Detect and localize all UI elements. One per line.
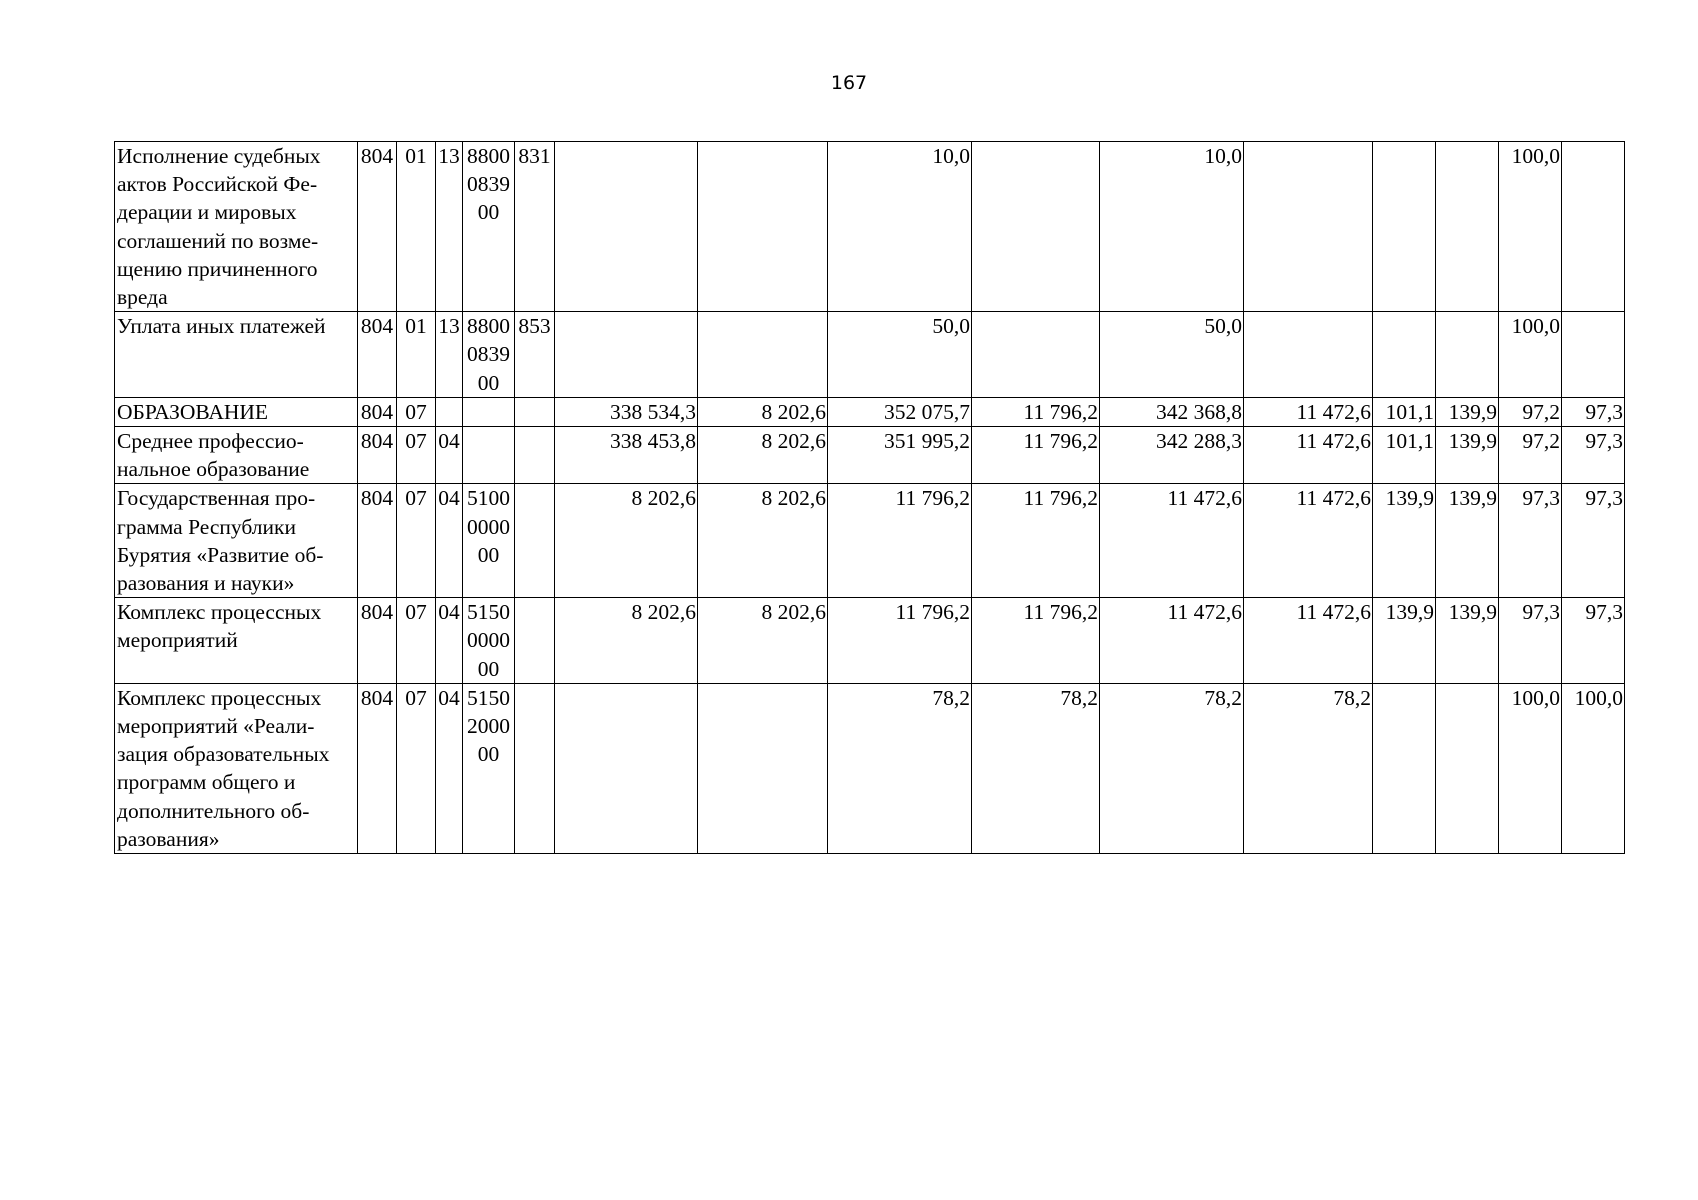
value-plan-total <box>555 683 698 853</box>
table-row <box>115 397 1625 426</box>
percent-refined-total: 97,2 <box>1499 397 1562 426</box>
ved-code: 804 <box>358 683 397 853</box>
percent-plan-subvention <box>1436 142 1499 312</box>
value-plan-total: 8 202,6 <box>555 484 698 598</box>
value-refined-subvention <box>972 142 1100 312</box>
csr-code <box>463 427 515 484</box>
value-plan-subvention: 8 202,6 <box>698 598 828 684</box>
row-name: Государственная программа Республики Бурятия «Развитие образования и науки» <box>115 484 358 598</box>
value-refined-total: 78,2 <box>828 683 972 853</box>
vr-code <box>515 598 555 684</box>
csr-code: 5150 0000 00 <box>463 598 515 684</box>
percent-plan-subvention <box>1436 312 1499 398</box>
ved-code: 804 <box>358 142 397 312</box>
percent-refined-subvention: 97,3 <box>1562 598 1625 684</box>
value-refined-subvention: 11 796,2 <box>972 484 1100 598</box>
value-actual-subvention: 78,2 <box>1244 683 1373 853</box>
row-name: Комплекс процессных мероприятий «Реализация образовательных программ общего и дополнительного образования» <box>115 683 358 853</box>
podrazdel-code: 13 <box>436 142 463 312</box>
value-actual-total: 342 288,3 <box>1100 427 1244 484</box>
csr-code: 5100 0000 00 <box>463 484 515 598</box>
value-actual-total: 11 472,6 <box>1100 598 1244 684</box>
page-number: 167 <box>830 72 868 94</box>
csr-code: 8800 0839 00 <box>463 142 515 312</box>
value-actual-total: 342 368,8 <box>1100 397 1244 426</box>
value-actual-total: 78,2 <box>1100 683 1244 853</box>
podrazdel-code: 04 <box>436 484 463 598</box>
value-actual-subvention: 11 472,6 <box>1244 427 1373 484</box>
value-plan-subvention: 8 202,6 <box>698 484 828 598</box>
percent-refined-total: 100,0 <box>1499 142 1562 312</box>
value-plan-subvention <box>698 683 828 853</box>
percent-refined-total: 97,2 <box>1499 427 1562 484</box>
ved-code: 804 <box>358 598 397 684</box>
percent-refined-total: 100,0 <box>1499 312 1562 398</box>
ved-code: 804 <box>358 484 397 598</box>
podrazdel-code <box>436 397 463 426</box>
percent-refined-subvention: 100,0 <box>1562 683 1625 853</box>
value-refined-subvention: 11 796,2 <box>972 427 1100 484</box>
value-plan-subvention <box>698 142 828 312</box>
value-refined-subvention: 11 796,2 <box>972 598 1100 684</box>
percent-plan-total: 139,9 <box>1373 598 1436 684</box>
vr-code <box>515 683 555 853</box>
razdel-code: 01 <box>397 312 436 398</box>
value-plan-total: 338 453,8 <box>555 427 698 484</box>
podrazdel-code: 04 <box>436 683 463 853</box>
percent-refined-total: 97,3 <box>1499 598 1562 684</box>
vr-code <box>515 484 555 598</box>
ved-code: 804 <box>358 427 397 484</box>
percent-plan-subvention: 139,9 <box>1436 598 1499 684</box>
value-plan-total <box>555 142 698 312</box>
percent-refined-total: 100,0 <box>1499 683 1562 853</box>
row-name: Уплата иных платежей <box>115 312 358 398</box>
value-plan-total <box>555 312 698 398</box>
percent-plan-subvention: 139,9 <box>1436 397 1499 426</box>
percent-plan-total <box>1373 312 1436 398</box>
vr-code <box>515 427 555 484</box>
podrazdel-code: 13 <box>436 312 463 398</box>
row-name: ОБРАЗОВАНИЕ <box>115 397 358 426</box>
value-actual-subvention: 11 472,6 <box>1244 484 1373 598</box>
vr-code <box>515 397 555 426</box>
value-refined-total: 11 796,2 <box>828 484 972 598</box>
value-plan-total: 338 534,3 <box>555 397 698 426</box>
percent-refined-subvention: 97,3 <box>1562 397 1625 426</box>
csr-code <box>463 397 515 426</box>
percent-plan-subvention: 139,9 <box>1436 484 1499 598</box>
razdel-code: 01 <box>397 142 436 312</box>
value-refined-total: 50,0 <box>828 312 972 398</box>
percent-plan-total <box>1373 142 1436 312</box>
vr-code: 831 <box>515 142 555 312</box>
value-refined-total: 11 796,2 <box>828 598 972 684</box>
percent-refined-subvention <box>1562 142 1625 312</box>
value-refined-subvention <box>972 312 1100 398</box>
value-actual-subvention <box>1244 142 1373 312</box>
vr-code: 853 <box>515 312 555 398</box>
csr-code: 8800 0839 00 <box>463 312 515 398</box>
percent-plan-subvention: 139,9 <box>1436 427 1499 484</box>
table-row <box>115 427 1625 484</box>
percent-plan-total: 139,9 <box>1373 484 1436 598</box>
value-plan-subvention: 8 202,6 <box>698 397 828 426</box>
razdel-code: 07 <box>397 397 436 426</box>
percent-refined-subvention: 97,3 <box>1562 427 1625 484</box>
table-row <box>115 598 1625 684</box>
value-actual-total: 11 472,6 <box>1100 484 1244 598</box>
razdel-code: 07 <box>397 598 436 684</box>
value-plan-total: 8 202,6 <box>555 598 698 684</box>
value-actual-total: 50,0 <box>1100 312 1244 398</box>
value-actual-total: 10,0 <box>1100 142 1244 312</box>
percent-plan-total <box>1373 683 1436 853</box>
podrazdel-code: 04 <box>436 598 463 684</box>
csr-code: 5150 2000 00 <box>463 683 515 853</box>
percent-plan-total: 101,1 <box>1373 397 1436 426</box>
ved-code: 804 <box>358 397 397 426</box>
value-plan-subvention: 8 202,6 <box>698 427 828 484</box>
percent-refined-total: 97,3 <box>1499 484 1562 598</box>
row-name: Исполнение судебных актов Российской Федерации и мировых соглашений по возмещению причиненного вреда <box>115 142 358 312</box>
ved-code: 804 <box>358 312 397 398</box>
value-refined-total: 352 075,7 <box>828 397 972 426</box>
value-actual-subvention: 11 472,6 <box>1244 397 1373 426</box>
table-row <box>115 142 1625 312</box>
value-plan-subvention <box>698 312 828 398</box>
table-row <box>115 484 1625 598</box>
percent-plan-total: 101,1 <box>1373 427 1436 484</box>
razdel-code: 07 <box>397 427 436 484</box>
value-actual-subvention <box>1244 312 1373 398</box>
percent-refined-subvention <box>1562 312 1625 398</box>
percent-refined-subvention: 97,3 <box>1562 484 1625 598</box>
podrazdel-code: 04 <box>436 427 463 484</box>
razdel-code: 07 <box>397 484 436 598</box>
row-name: Комплекс процессных мероприятий <box>115 598 358 684</box>
row-name: Среднее профессиональное образование <box>115 427 358 484</box>
table-row <box>115 683 1625 853</box>
value-refined-total: 351 995,2 <box>828 427 972 484</box>
value-refined-total: 10,0 <box>828 142 972 312</box>
value-refined-subvention: 11 796,2 <box>972 397 1100 426</box>
value-actual-subvention: 11 472,6 <box>1244 598 1373 684</box>
budget-table <box>114 141 1625 854</box>
value-refined-subvention: 78,2 <box>972 683 1100 853</box>
table-row <box>115 312 1625 398</box>
percent-plan-subvention <box>1436 683 1499 853</box>
razdel-code: 07 <box>397 683 436 853</box>
